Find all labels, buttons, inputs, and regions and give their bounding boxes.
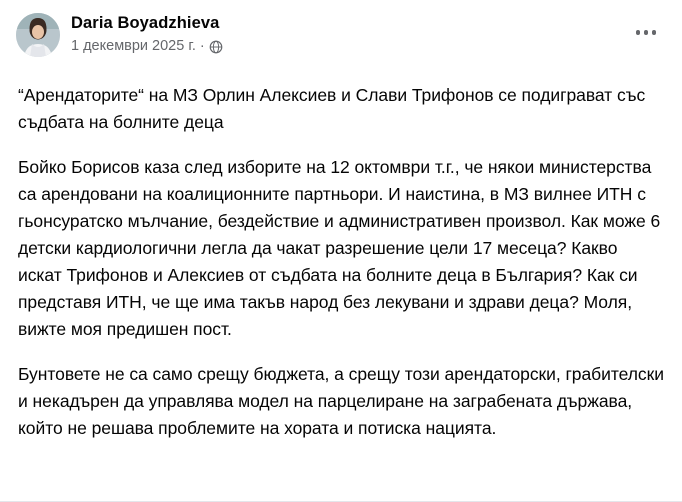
post-body	[14, 82, 668, 442]
post-header-text	[71, 12, 224, 55]
dot	[636, 30, 641, 35]
meta-separator: ·	[199, 38, 205, 54]
post-header	[14, 12, 668, 68]
post-paragraph: Бунтовете не са само срещу бюджета, а срещу този арендаторски, грабителски и некадърен да управлява модел на парцелиране на заграбената държава, който не решава проблемите на хората и потиска нацията.	[18, 364, 664, 438]
post-paragraph: Бойко Борисов каза след изборите на 12 октомври т.г., че някои министерства са арендовани на коалиционните партньори. И наистина, в МЗ вилнее ИТН с гьонсуратско мълчание, бездействие и административен произвол. Как може 6 детски кардиологични легла да чакат разрешение цели 17 месеца? Какво искат Трифонов и Алексиев от съдбата на болните деца в България? Как си представя ИТН, че ще има такъв народ без лекувани и здрави деца? Моля, вижте моя предишен пост.	[18, 157, 661, 339]
more-options-icon[interactable]	[630, 24, 663, 41]
post-date[interactable]: 1 декември 2025 г.	[71, 38, 196, 54]
dot	[652, 30, 657, 35]
avatar-photo	[16, 13, 60, 57]
dot	[644, 30, 649, 35]
globe-icon[interactable]	[209, 40, 224, 55]
post-meta	[71, 37, 224, 55]
author-name[interactable]: Daria Boyadzhieva	[71, 14, 220, 32]
post-paragraph-title: “Арендаторите“ на МЗ Орлин Алексиев и Слави Трифонов се подиграват със съдбата на болните деца	[18, 85, 646, 132]
avatar[interactable]	[16, 13, 60, 57]
